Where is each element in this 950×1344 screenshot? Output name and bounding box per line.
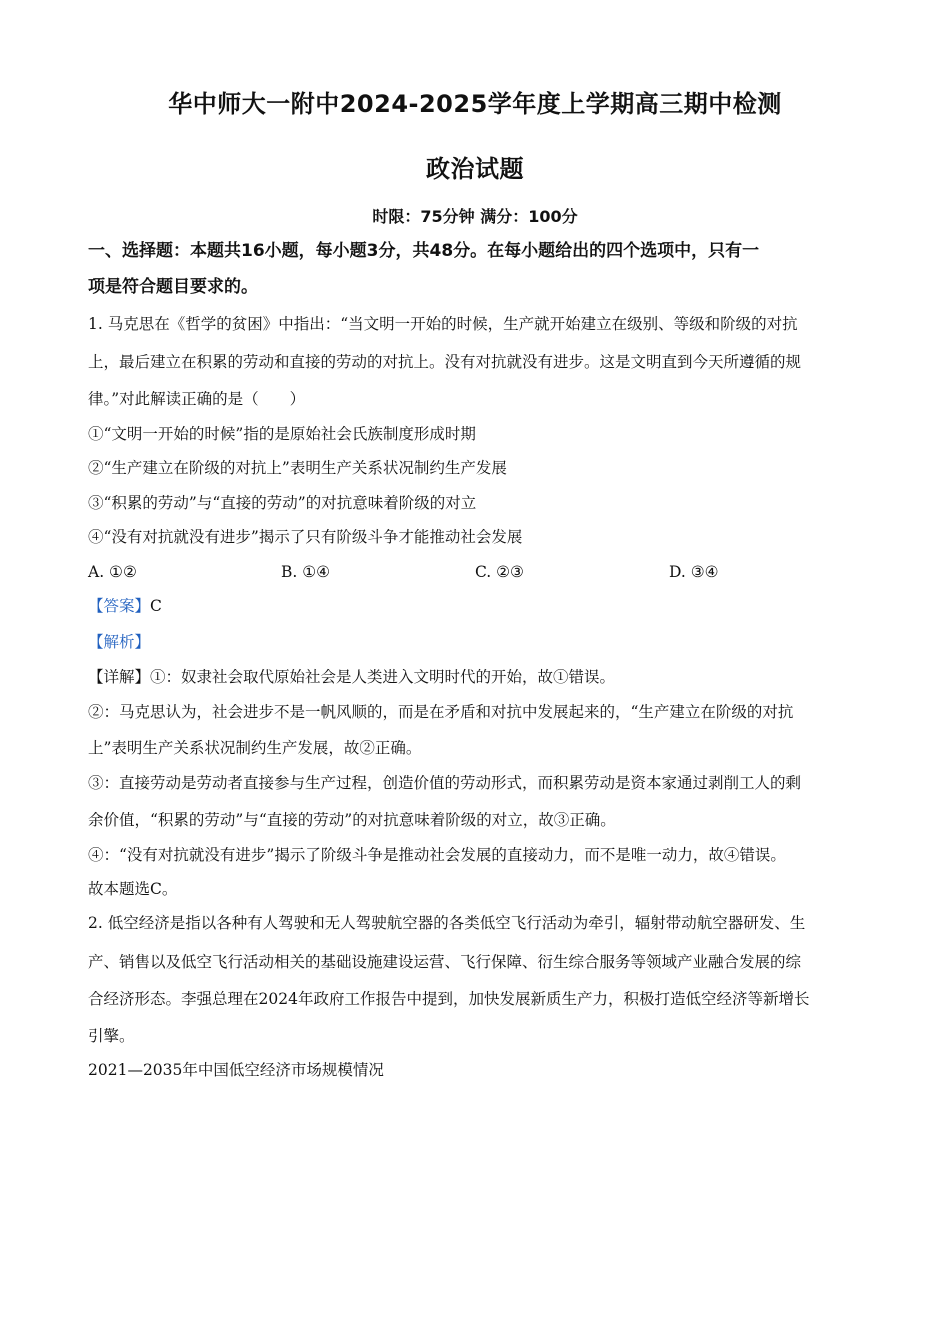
q1-stem-line: 律。”对此解读正确的是（ ） — [88, 390, 306, 408]
q2-stem-line: 合经济形态。李强总理在2024年政府工作报告中提到，加快发展新质生产力，积极打造低空经济等新增长 — [88, 990, 810, 1008]
exam-meta: 时限：75分钟 满分：100分 — [372, 207, 578, 226]
q2-stem-line: 2. 低空经济是指以各种有人驾驶和无人驾驶航空器的各类低空飞行活动为牵引，辐射带动航空器研发、生 — [88, 914, 806, 932]
q2-stem-line: 产、销售以及低空飞行活动相关的基础设施建设运营、飞行保障、衍生综合服务等领域产业融合发展的综 — [88, 953, 802, 971]
section-heading-line2: 项是符合题目要求的。 — [88, 277, 258, 297]
q1-statement: ③“积累的劳动”与“直接的劳动”的对抗意味着阶级的对立 — [88, 494, 477, 512]
q1-detail-line: 余价值，“积累的劳动”与“直接的劳动”的对抗意味着阶级的对立，故③正确。 — [88, 811, 616, 829]
answer-label: 【答案】 — [88, 597, 151, 615]
q1-option-d: D. ③④ — [669, 563, 719, 581]
exam-title: 华中师大一附中2024-2025学年度上学期高三期中检测 — [168, 90, 782, 118]
section-heading-line1: 一、选择题：本题共16小题，每小题3分，共48分。在每小题给出的四个选项中，只有一 — [88, 241, 760, 261]
q1-analysis-label — [88, 632, 868, 652]
q1-detail-line: 故本题选C。 — [88, 880, 178, 898]
q1-stem-line: 上，最后建立在积累的劳动和直接的劳动的对抗上。没有对抗就没有进步。这是文明直到今天所遵循的规 — [88, 353, 802, 371]
q1-answer — [88, 596, 868, 616]
analysis-label: 【解析】 — [88, 633, 151, 651]
answer-value: C — [150, 597, 162, 615]
q1-detail-line: 上”表明生产关系状况制约生产发展，故②正确。 — [88, 739, 422, 757]
detail-label: 【详解】 — [88, 668, 151, 686]
q1-detail-line — [88, 667, 868, 687]
q1-detail-line: ③：直接劳动是劳动者直接参与生产过程，创造价值的劳动形式，而积累劳动是资本家通过剥削工人的剩 — [88, 774, 802, 792]
q1-statement: ②“生产建立在阶级的对抗上”表明生产关系状况制约生产发展 — [88, 459, 507, 477]
q1-statement: ①“文明一开始的时候”指的是原始社会氏族制度形成时期 — [88, 425, 476, 443]
q1-option-b: B. ①④ — [281, 563, 331, 581]
figure-caption: 2021—2035年中国低空经济市场规模情况 — [88, 1061, 384, 1079]
q1-detail-line: ④：“没有对抗就没有进步”揭示了阶级斗争是推动社会发展的直接动力，而不是唯一动力，故④错误。 — [88, 846, 786, 864]
detail-text: ①：奴隶社会取代原始社会是人类进入文明时代的开始，故①错误。 — [150, 668, 616, 686]
q1-option-a: A. ①② — [88, 563, 137, 581]
exam-subject: 政治试题 — [426, 155, 524, 183]
q1-statement: ④“没有对抗就没有进步”揭示了只有阶级斗争才能推动社会发展 — [88, 528, 523, 546]
q2-stem-line: 引擎。 — [88, 1027, 135, 1045]
q1-stem-line: 1. 马克思在《哲学的贫困》中指出：“当文明一开始的时候，生产就开始建立在级别、等级和阶级的对抗 — [88, 315, 798, 333]
q1-detail-line: ②：马克思认为，社会进步不是一帆风顺的，而是在矛盾和对抗中发展起来的，“生产建立在阶级的对抗 — [88, 703, 794, 721]
q1-option-c: C. ②③ — [475, 563, 524, 581]
